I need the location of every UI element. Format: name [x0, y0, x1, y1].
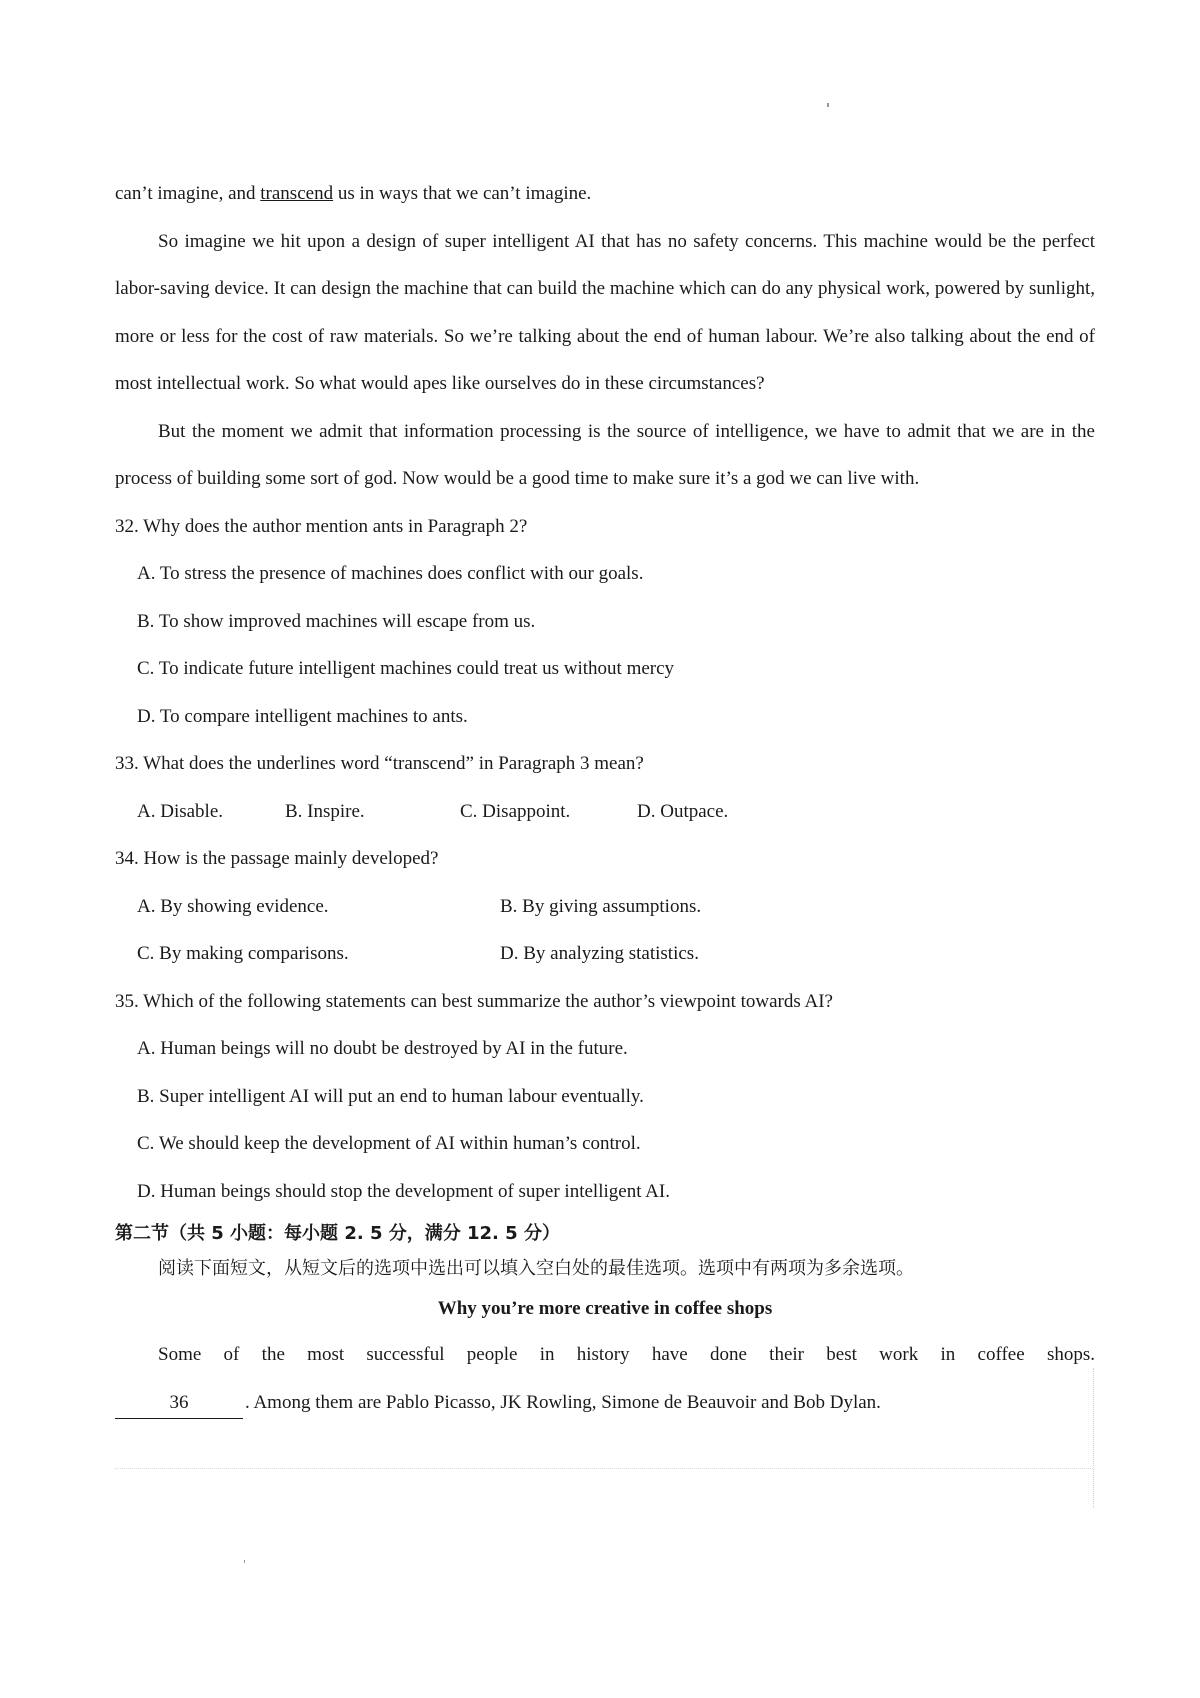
option: A. Disable. — [137, 800, 224, 822]
option: B. By giving assumptions. — [500, 895, 702, 917]
passage-paragraph: But the moment we admit that information processing is the source of intelligence, we have to admit that we are in the process of building some sort of god. Now would be a good time to make sure it’s a god we can live with. — [115, 420, 1095, 489]
question-32 — [115, 503, 1095, 741]
question-stem: 34. How is the passage mainly developed? — [115, 848, 439, 869]
underlined-word: transcend — [260, 183, 334, 204]
option: C. To indicate future intelligent machines could treat us without mercy — [137, 658, 675, 679]
passage-paragraph: can’t imagine, and transcend us in ways that we can’t imagine. — [115, 183, 592, 204]
option: D. To compare intelligent machines to ants. — [137, 705, 468, 727]
question-34 — [115, 835, 1095, 978]
option: C. Disappoint. — [460, 800, 571, 822]
passage-paragraph: So imagine we hit upon a design of super intelligent AI that has no safety concerns. This machine would be the perfect labor-saving device. It can design the machine that can build the machine which can do any physical work, powered by sunlight, more or less for the cost of raw materials. So we’re talking about the end of human labour. We’re also talking about the end of most intellectual work. So what would apes like ourselves do in these circumstances? — [115, 230, 1095, 394]
scan-mark — [827, 103, 829, 107]
question-stem: 33. What does the underlines word “transcend” in Paragraph 3 mean? — [115, 753, 644, 774]
option: B. Super intelligent AI will put an end to human labour eventually. — [137, 1085, 644, 1107]
option: B. To show improved machines will escape from us. — [137, 610, 536, 632]
option: D. By analyzing statistics. — [500, 943, 699, 964]
option: C. By making comparisons. — [137, 943, 349, 964]
question-stem: 35. Which of the following statements can best summarize the author’s viewpoint towards AI? — [115, 990, 833, 1012]
option: B. Inspire. — [285, 800, 365, 822]
section-heading: 第二节（共 5 小题：每小题 2. 5 分，满分 12. 5 分） — [115, 1223, 560, 1244]
passage-paragraph: Some of the most successful people in history have done their best work in coffee shops. — [158, 1344, 1095, 1365]
option-row — [115, 788, 1095, 836]
option: A. By showing evidence. — [137, 895, 329, 917]
option: D. Human beings should stop the development of super intelligent AI. — [137, 1180, 670, 1202]
option: C. We should keep the development of AI within human’s control. — [137, 1133, 641, 1154]
option-row — [115, 883, 1095, 931]
scan-mark — [244, 1560, 245, 1563]
option: A. To stress the presence of machines does conflict with our goals. — [137, 563, 644, 584]
passage-paragraph: 36 . Among them are Pablo Picasso, JK Rowling, Simone de Beauvoir and Bob Dylan. — [115, 1379, 1095, 1427]
question-stem: 32. Why does the author mention ants in Paragraph 2? — [115, 515, 528, 537]
question-35 — [115, 978, 1095, 1216]
question-33 — [115, 740, 1095, 835]
option: D. Outpace. — [637, 800, 729, 822]
passage-title: Why you’re more creative in coffee shops — [437, 1298, 773, 1319]
answer-blank[interactable]: 36 — [115, 1388, 243, 1419]
option: A. Human beings will no doubt be destroyed by AI in the future. — [137, 1038, 628, 1059]
section-instruction: 阅读下面短文，从短文后的选项中选出可以填入空白处的最佳选项。选项中有两项为多余选项。 — [158, 1258, 914, 1279]
option-row — [115, 930, 1095, 978]
scan-border — [115, 1468, 1093, 1469]
exam-page — [115, 170, 1095, 1426]
